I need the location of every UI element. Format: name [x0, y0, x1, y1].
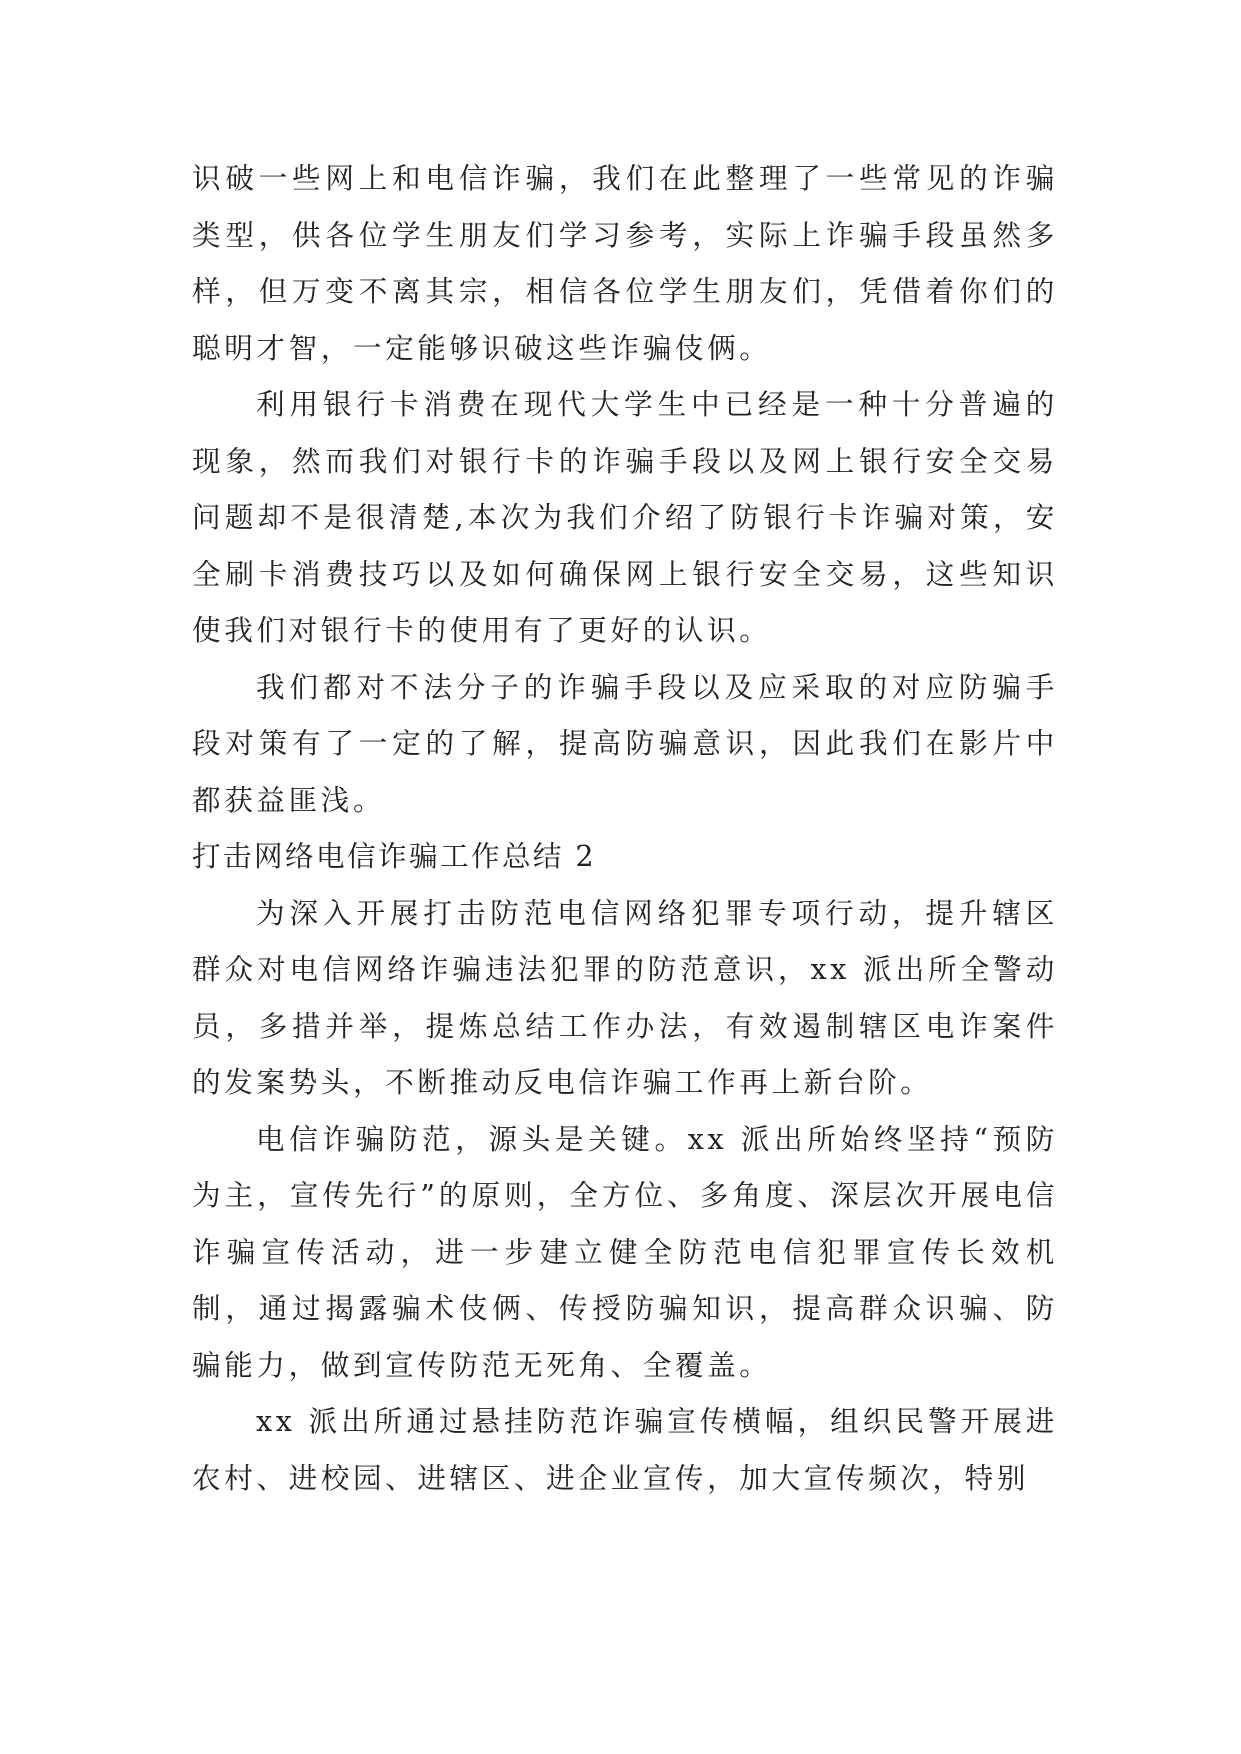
- paragraph-1: 识破一些网上和电信诈骗，我们在此整理了一些常见的诈骗类型，供各位学生朋友们学习参考，实际上诈骗手段虽然多样，但万变不离其宗，相信各位学生朋友们，凭借着你们的聪明才智，一定能够识破这些诈骗伎俩。: [192, 161, 1058, 365]
- paragraph-6: xx 派出所通过悬挂防范诈骗宣传横幅，组织民警开展进农村、进校园、进辖区、进企业宣传，加大宣传频次，特别: [192, 1404, 1058, 1495]
- document-body: [192, 150, 1058, 1506]
- section-heading: 打击网络电信诈骗工作总结 2: [192, 839, 597, 873]
- paragraph-4: 为深入开展打击防范电信网络犯罪专项行动，提升辖区群众对电信网络诈骗违法犯罪的防范意识，xx 派出所全警动员，多措并举，提炼总结工作办法，有效遏制辖区电诈案件的发案势头，不断推动反电信诈骗工作再上新台阶。: [192, 895, 1058, 1099]
- paragraph-2: 利用银行卡消费在现代大学生中已经是一种十分普遍的现象，然而我们对银行卡的诈骗手段以及网上银行安全交易问题却不是很清楚,本次为我们介绍了防银行卡诈骗对策，安全刷卡消费技巧以及如何确保网上银行安全交易，这些知识使我们对银行卡的使用有了更好的认识。: [192, 387, 1058, 647]
- paragraph-3: 我们都对不法分子的诈骗手段以及应采取的对应防骗手段对策有了一定的了解，提高防骗意识，因此我们在影片中都获益匪浅。: [192, 669, 1058, 817]
- paragraph-5: 电信诈骗防范，源头是关键。xx 派出所始终坚持“预防为主，宣传先行”的原则，全方位、多角度、深层次开展电信诈骗宣传活动，进一步建立健全防范电信犯罪宣传长效机制，通过揭露骗术伎俩、传授防骗知识，提高群众识骗、防骗能力，做到宣传防范无死角、全覆盖。: [192, 1121, 1058, 1382]
